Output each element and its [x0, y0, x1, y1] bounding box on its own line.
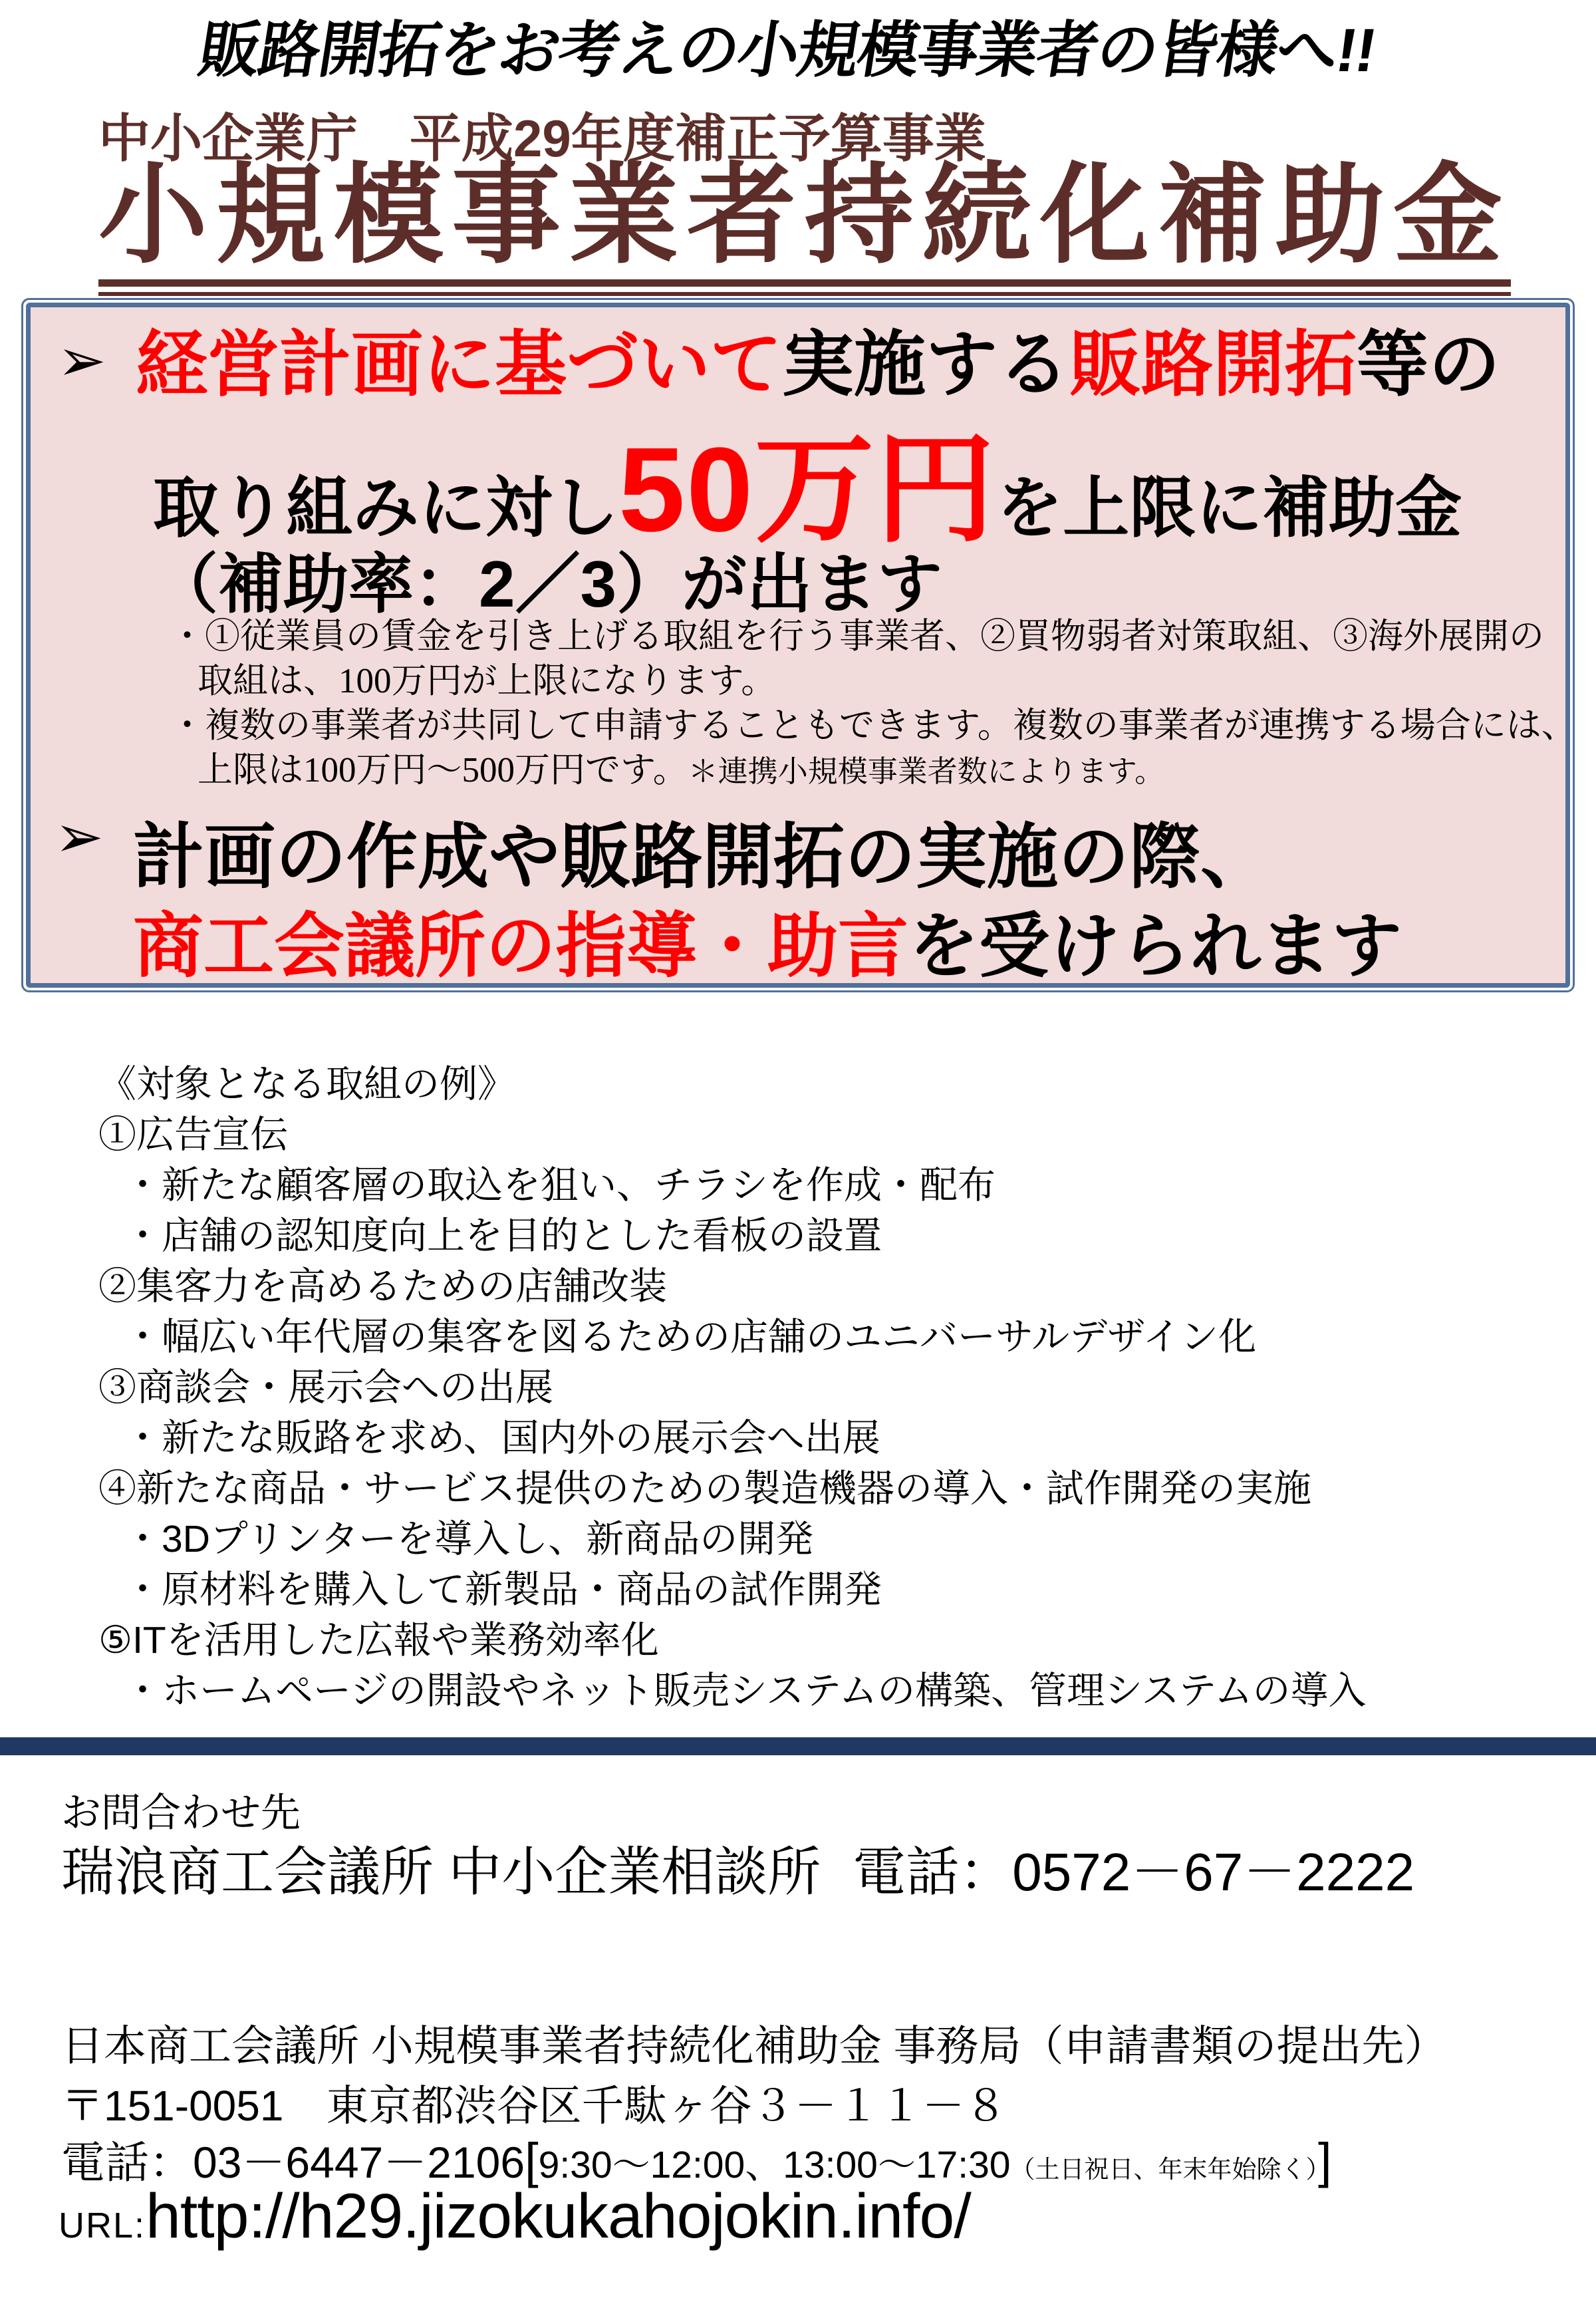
hours-bracket-open: [ [525, 2133, 539, 2188]
contact-line [61, 1829, 1414, 1906]
point1-black-segment-1: 実施する [782, 324, 1070, 404]
list-item: ・新たな顧客層の取込を狙い、チラシを作成・配布 [124, 1164, 996, 1207]
arrow-bullet-icon: ➢ [57, 327, 106, 393]
examples-list [98, 1059, 1366, 1716]
divider-bar [0, 1737, 1596, 1755]
point2-line2 [133, 890, 1402, 991]
contact-phone: 電話：0572－67－2222 [853, 1842, 1415, 1902]
point1-line2-suffix: を上限に補助金 [996, 471, 1462, 545]
point1-black-segment-2: 等の [1357, 324, 1501, 404]
contact-label: お問合わせ先 [61, 1791, 301, 1835]
website-url: http://h29.jizokukahojokin.info/ [146, 2181, 971, 2251]
highlight-box [21, 298, 1575, 992]
point1-notes [170, 615, 1577, 794]
subsidy-rate-line: （補助率：2／3）が出ます [153, 547, 943, 621]
url-line [59, 2180, 971, 2253]
list-item: ⑤ITを活用した広報や業務効率化 [98, 1619, 659, 1661]
list-item: ②集客力を高めるための店舗改装 [98, 1265, 667, 1308]
highlight-box-inner [26, 303, 1577, 988]
list-item: ③商談会・展示会への出展 [98, 1366, 553, 1409]
note-line: ・複数の事業者が共同して申請することもできます。複数の事業者が連携する場合には、 [170, 706, 1577, 745]
subsidy-amount: 50万円 [618, 423, 997, 557]
point2-black-segment: を受けられます [908, 907, 1402, 986]
title-underline-thick [98, 279, 1511, 287]
office-hours: 9:30～12:00、13:00～17:30 [538, 2144, 1011, 2186]
list-item: ・原材料を購入して新製品・商品の試作開発 [124, 1568, 882, 1611]
contact-office: 瑞浪商工会議所 中小企業相談所 [61, 1842, 821, 1902]
point1-line2-prefix: 取り組みに対し [153, 471, 618, 545]
list-item: ・3Dプリンターを導入し、新商品の開発 [124, 1518, 814, 1560]
main-title: 小規模事業者持続化補助金 [98, 154, 1512, 276]
note-line: ・①従業員の賃金を引き上げる取組を行う事業者、②買物弱者対策取組、③海外展開の [170, 617, 1544, 656]
note-limit-text: 上限は100万円～500万円です。 [198, 751, 688, 790]
note-line: 取組は、100万円が上限になります。 [198, 662, 777, 700]
list-item: ・幅広い年代層の集客を図るための店舗のユニバーサルデザイン化 [124, 1316, 1257, 1358]
list-item: ・店舗の認知度向上を目的とした看板の設置 [124, 1215, 882, 1257]
submission-address: 〒151-0051 東京都渋谷区千駄ヶ谷３－１１－８ [61, 2082, 1007, 2130]
examples-heading: 《対象となる取組の例》 [98, 1063, 515, 1105]
arrow-bullet-icon: ➢ [55, 803, 104, 869]
note-small-text: ＊連携小規模事業者数によります。 [688, 755, 1165, 788]
url-label: URL: [59, 2206, 146, 2245]
list-item: ④新たな商品・サービス提供のための製造機器の導入・試作開発の実施 [98, 1467, 1311, 1510]
office-hours-note: （土日祝日、年末年始除く） [1010, 2156, 1318, 2183]
hours-bracket-close: ] [1317, 2133, 1332, 2188]
submission-phone: 電話：03－6447－2106 [61, 2138, 525, 2187]
list-item: ・ホームページの開設やネット販売システムの構築、管理システムの導入 [124, 1669, 1367, 1712]
point2-line1: 計画の作成や販路開拓の実施の際、 [133, 817, 1272, 897]
list-item: ・新たな販路を求め、国内外の展示会へ出展 [124, 1417, 880, 1459]
point2-red-segment: 商工会議所の指導・助言 [133, 907, 908, 986]
point1-red-segment-1: 経営計画に基づいて [136, 324, 783, 404]
point1-red-segment-2: 販路開拓 [1069, 324, 1357, 404]
title-underline-thin [98, 292, 1511, 296]
agency-budget-line: 中小企業庁 平成29年度補正予算事業 [98, 109, 986, 168]
main-title-block [98, 154, 1512, 296]
list-item: ①広告宣伝 [98, 1113, 288, 1156]
note-line [198, 748, 1577, 794]
submission-office: 日本商工会議所 小規模事業者持続化補助金 事務局（申請書類の提出先） [61, 2022, 1447, 2070]
tagline: 販路開拓をお考えの小規模事業者の皆様へ!! [194, 17, 1381, 84]
